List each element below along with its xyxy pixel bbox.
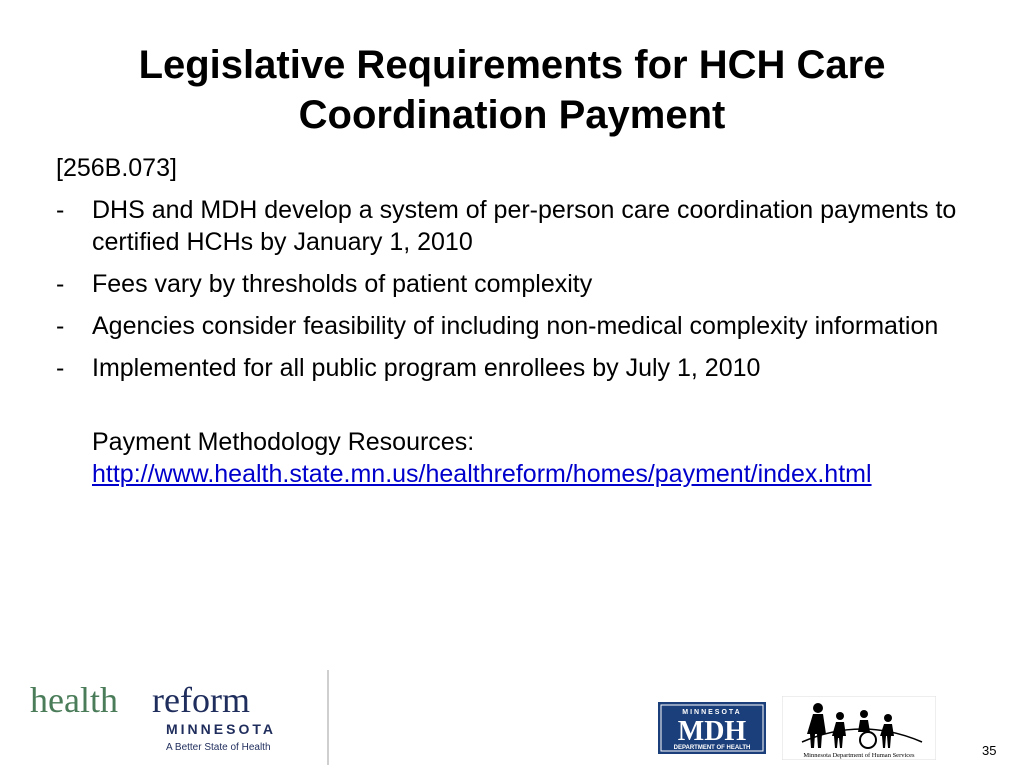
slide-title [40, 40, 984, 140]
bullet-dash: - [56, 270, 65, 298]
bullet-item [56, 310, 976, 342]
dhs-caption: Minnesota Department of Human Services [803, 752, 915, 759]
health-reform-minnesota-logo [30, 678, 320, 756]
statute-reference: [256B.073] [56, 154, 177, 182]
dhs-logo [782, 696, 936, 760]
bullet-dash: - [56, 312, 65, 340]
logo-state: MINNESOTA [166, 721, 276, 737]
logo-divider [327, 670, 329, 765]
slide-body [56, 152, 976, 490]
resources-link[interactable]: http://www.health.state.mn.us/healthreform/homes/payment/index.html [92, 460, 872, 488]
logo-tagline: A Better State of Health [166, 742, 271, 753]
bullet-dash: - [56, 354, 65, 382]
resources-label: Payment Methodology Resources: [92, 428, 475, 456]
logo-word-reform: reform [152, 680, 250, 720]
mdh-main-text: MDH [677, 716, 747, 747]
bullet-dash: - [56, 196, 65, 224]
resources-block [56, 426, 976, 490]
bullet-item [56, 194, 976, 258]
bullet-text: Implemented for all public program enrollees by July 1, 2010 [92, 354, 761, 382]
bullet-text: Agencies consider feasibility of including non-medical complexity information [92, 312, 939, 340]
bullet-item [56, 352, 976, 384]
mdh-top-text: MINNESOTA [682, 709, 742, 716]
bullet-text: Fees vary by thresholds of patient complexity [92, 270, 593, 298]
title-line-1: Legislative Requirements for HCH Care [138, 43, 886, 87]
bullet-item [56, 268, 976, 300]
bullet-text: DHS and MDH develop a system of per-person care coordination payments to certified HCHs by January 1, 2010 [92, 196, 957, 256]
page-number: 35 [982, 743, 997, 758]
mdh-logo [658, 702, 766, 754]
mdh-bottom-text: DEPARTMENT OF HEALTH [673, 745, 751, 751]
logo-word-health: health [30, 680, 118, 720]
title-line-2: Coordination Payment [298, 93, 726, 137]
